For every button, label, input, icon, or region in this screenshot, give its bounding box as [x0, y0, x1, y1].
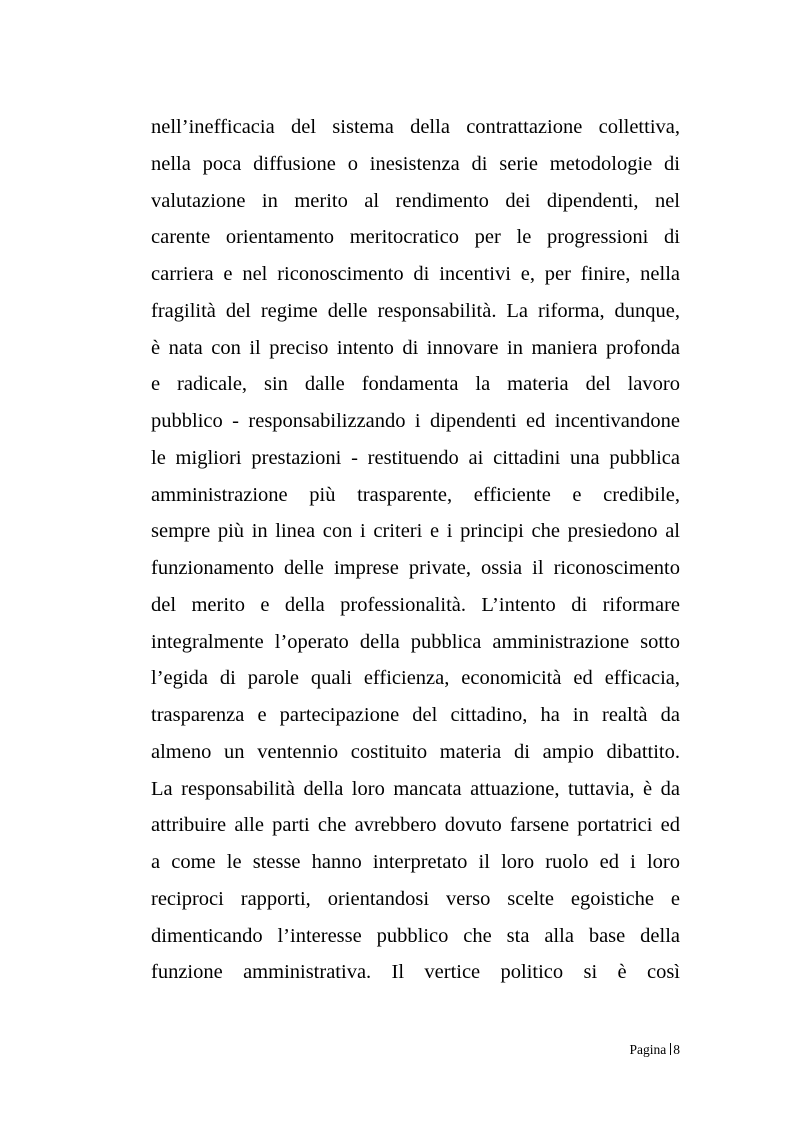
page-number: 8	[673, 1042, 680, 1057]
text-line: trasparenza e partecipazione del cittadino, ha in realtà da	[151, 704, 680, 726]
text-line: pubblico - responsabilizzando i dipendenti ed incentivandone	[151, 410, 680, 432]
text-line: l’egida di parole quali efficienza, economicità ed efficacia,	[151, 667, 680, 690]
text-line: carente orientamento meritocratico per le progressioni di	[151, 226, 680, 249]
text-line: dimenticando l’interesse pubblico che sta alla base della	[151, 924, 680, 947]
text-line: La responsabilità della loro mancata attuazione, tuttavia, è da	[151, 777, 680, 800]
text-line: funzionamento delle imprese private, ossia il riconoscimento	[151, 557, 680, 579]
text-line: a come le stesse hanno interpretato il loro ruolo ed i loro	[151, 851, 680, 873]
text-line: nella poca diffusione o inesistenza di serie metodologie di	[151, 152, 680, 175]
text-line: amministrazione più trasparente, efficiente e credibile,	[151, 483, 680, 506]
text-line: le migliori prestazioni - restituendo ai cittadini una pubblica	[151, 446, 680, 469]
text-line: sempre più in linea con i criteri e i principi che presiedono al	[151, 520, 680, 543]
text-line: e radicale, sin dalle fondamenta la materia del lavoro	[151, 373, 680, 396]
page-separator	[670, 1043, 671, 1055]
text-line: fragilità del regime delle responsabilità. La riforma, dunque,	[151, 299, 680, 322]
text-line: nell’inefficacia del sistema della contrattazione collettiva,	[151, 116, 680, 138]
text-line: carriera e nel riconoscimento di incentivi e, per finire, nella	[151, 263, 680, 285]
text-line: del merito e della professionalità. L’intento di riformare	[151, 593, 680, 616]
page-footer	[560, 1040, 680, 1060]
text-line: attribuire alle parti che avrebbero dovuto farsene portatrici ed	[151, 814, 680, 837]
text-line: integralmente l’operato della pubblica amministrazione sotto	[151, 630, 680, 653]
text-line: reciproci rapporti, orientandosi verso scelte egoistiche e	[151, 887, 680, 910]
text-line: funzione amministrativa. Il vertice politico si è così	[151, 961, 680, 984]
text-line: almeno un ventennio costituito materia di ampio dibattito.	[151, 740, 680, 763]
text-line: è nata con il preciso intento di innovare in maniera profonda	[151, 336, 680, 359]
text-line: valutazione in merito al rendimento dei dipendenti, nel	[151, 189, 680, 212]
body-paragraph	[151, 109, 680, 991]
page-label: Pagina	[629, 1042, 667, 1057]
